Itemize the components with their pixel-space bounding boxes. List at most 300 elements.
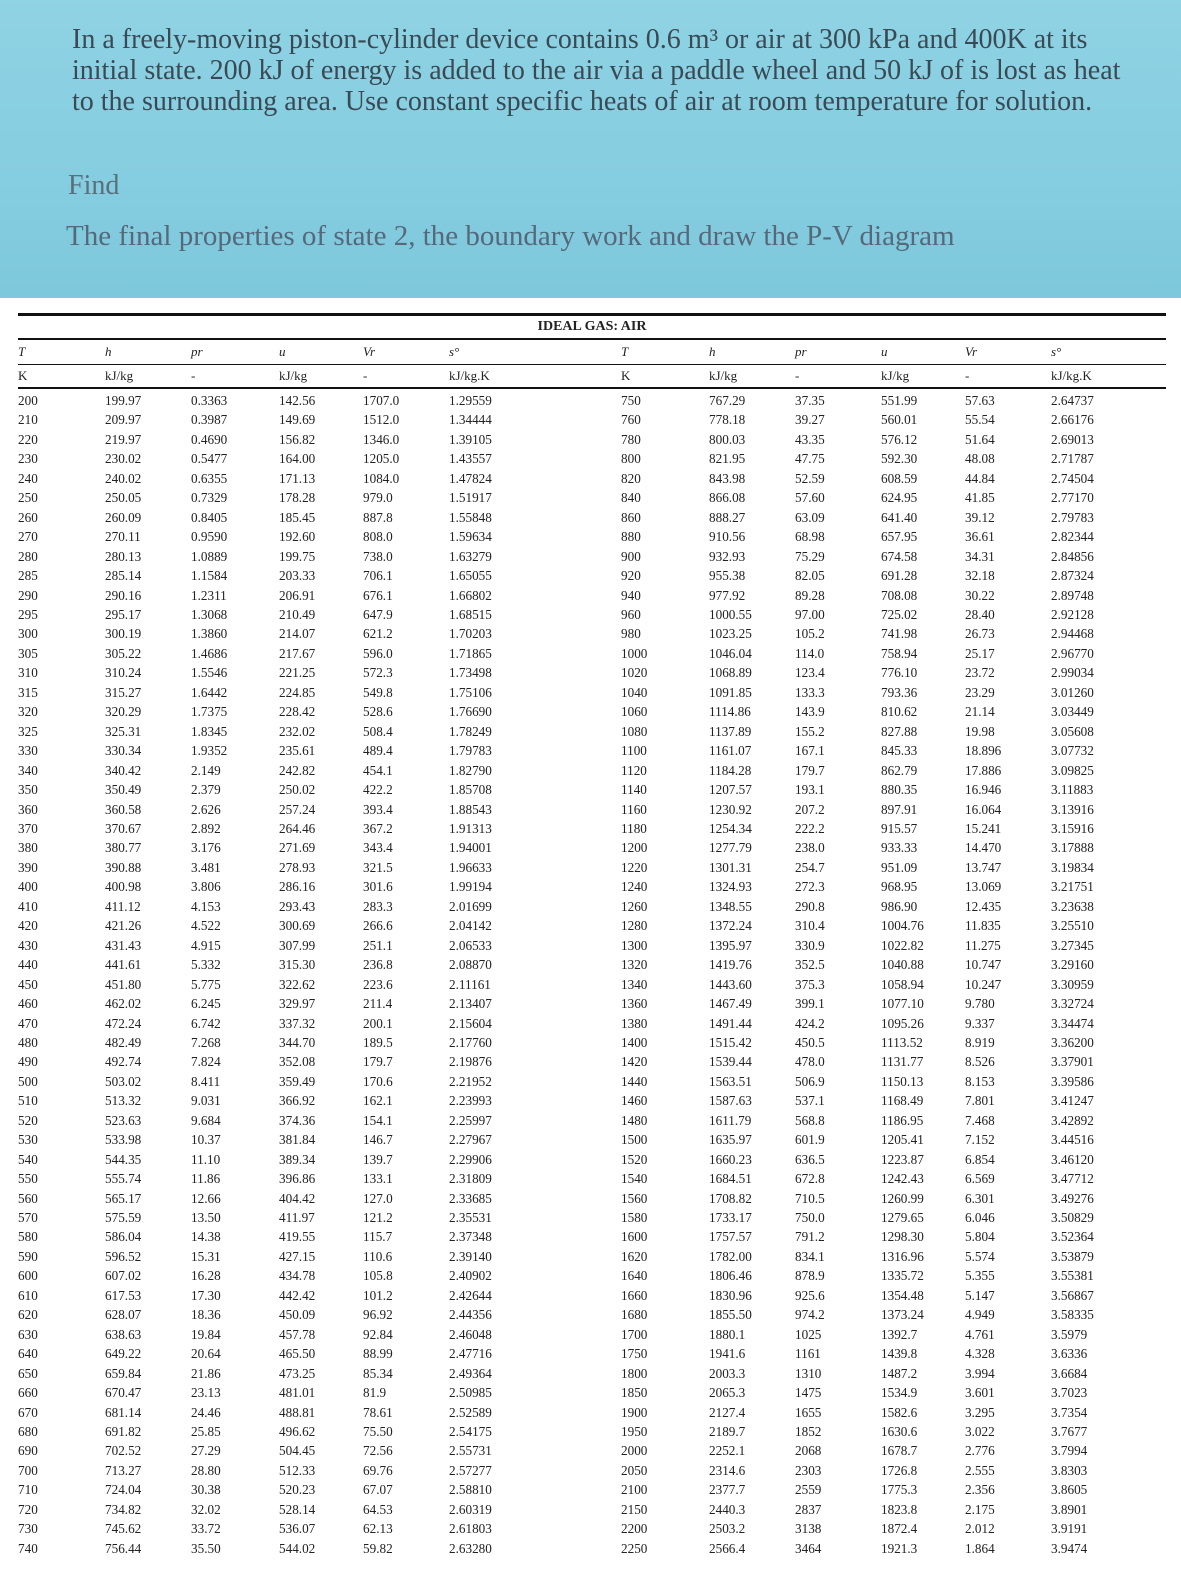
- table-cell: 9.684: [191, 1112, 221, 1128]
- table-cell: 64.53: [363, 1501, 393, 1517]
- table-cell: 1515.42: [709, 1034, 752, 1050]
- table-cell: 14.38: [191, 1229, 221, 1245]
- table-cell: 3.49276: [1051, 1190, 1094, 1206]
- table-cell: 713.27: [105, 1462, 142, 1478]
- table-cell: 199.97: [105, 393, 142, 408]
- table-cell: 1872.4: [881, 1521, 918, 1537]
- table-cell: 5.332: [191, 957, 221, 973]
- table-cell: 800.03: [709, 431, 746, 447]
- table-cell: 2100: [621, 1482, 648, 1498]
- table-cell: 1.6442: [191, 684, 228, 700]
- table-cell: 301.6: [363, 879, 393, 895]
- table-cell: 925.6: [795, 1287, 825, 1303]
- table-cell: 791.2: [795, 1229, 825, 1245]
- table-cell: 1046.04: [709, 645, 752, 661]
- table-cell: 1324.93: [709, 879, 752, 895]
- table-cell: 2.13407: [449, 996, 492, 1012]
- table-cell: 1160: [621, 801, 647, 817]
- table-cell: 1520: [621, 1151, 648, 1167]
- table-cell: 915.57: [881, 820, 918, 836]
- table-cell: 3.47712: [1051, 1171, 1094, 1187]
- table-cell: 3.7023: [1051, 1385, 1088, 1401]
- table-cell: 11.275: [965, 937, 1001, 953]
- table-row: [18, 683, 1166, 702]
- table-cell: 1.55848: [449, 509, 492, 525]
- table-cell: 750.0: [795, 1210, 825, 1226]
- table-row: [18, 1286, 1166, 1305]
- table-cell: 1.51917: [449, 490, 492, 506]
- table-cell: 28.80: [191, 1462, 221, 1478]
- table-cell: 6.301: [965, 1190, 995, 1206]
- table-cell: 2.94468: [1051, 626, 1094, 642]
- table-cell: 551.99: [881, 393, 918, 408]
- table-row: [18, 1033, 1166, 1052]
- table-cell: 1320: [621, 957, 648, 973]
- table-cell: 1.47824: [449, 470, 492, 486]
- table-cell: 330.34: [105, 743, 142, 759]
- table-cell: 776.10: [881, 665, 918, 681]
- table-cell: 305.22: [105, 645, 142, 661]
- table-cell: 36.61: [965, 529, 995, 545]
- table-cell: 1000: [621, 645, 648, 661]
- column-unit: K: [621, 365, 709, 389]
- table-cell: 1.39105: [449, 431, 492, 447]
- table-cell: 3.7994: [1051, 1443, 1088, 1459]
- table-cell: 1280: [621, 918, 648, 934]
- table-cell: 778.18: [709, 412, 746, 428]
- column-symbol: h: [709, 340, 795, 365]
- table-cell: 27.29: [191, 1443, 221, 1459]
- table-cell: 1205.41: [881, 1132, 924, 1148]
- table-cell: 375.3: [795, 976, 825, 992]
- table-cell: 620: [18, 1307, 38, 1323]
- table-cell: 1.43557: [449, 451, 492, 467]
- table-cell: 2.87324: [1051, 568, 1094, 584]
- table-cell: 1100: [621, 743, 647, 759]
- table-cell: 460: [18, 996, 38, 1012]
- table-cell: 1.864: [965, 1540, 995, 1556]
- table-cell: 200: [18, 393, 38, 408]
- table-cell: 3.022: [965, 1424, 995, 1440]
- table-cell: 400.98: [105, 879, 142, 895]
- table-cell: 3.50829: [1051, 1210, 1094, 1226]
- table-cell: 1023.25: [709, 626, 752, 642]
- table-cell: 565.17: [105, 1190, 142, 1206]
- table-cell: 810.62: [881, 704, 918, 720]
- table-cell: 2.11161: [449, 976, 491, 992]
- table-cell: 549.8: [363, 684, 393, 700]
- table-cell: 1242.43: [881, 1171, 924, 1187]
- table-row: [18, 1208, 1166, 1227]
- table-cell: 450: [18, 976, 38, 992]
- table-cell: 710.5: [795, 1190, 825, 1206]
- table-row: [18, 488, 1166, 507]
- table-cell: 206.91: [279, 587, 316, 603]
- table-cell: 300.19: [105, 626, 142, 642]
- table-cell: 34.31: [965, 548, 995, 564]
- table-row: [18, 1014, 1166, 1033]
- table-cell: 3.58335: [1051, 1307, 1094, 1323]
- table-cell: 878.9: [795, 1268, 825, 1284]
- table-cell: 1.4686: [191, 645, 228, 661]
- table-cell: 2.84856: [1051, 548, 1094, 564]
- unit-header-row: [18, 365, 1166, 389]
- table-cell: 1335.72: [881, 1268, 924, 1284]
- table-cell: 3.42892: [1051, 1112, 1094, 1128]
- table-cell: 708.08: [881, 587, 918, 603]
- table-cell: 14.470: [965, 840, 1002, 856]
- table-cell: 367.2: [363, 820, 393, 836]
- column-unit: -: [191, 365, 279, 389]
- table-cell: 1200: [621, 840, 648, 856]
- table-row: [18, 1130, 1166, 1149]
- table-cell: 1.66802: [449, 587, 492, 603]
- table-cell: 285.14: [105, 568, 142, 584]
- table-cell: 1707.0: [363, 393, 400, 408]
- table-cell: 232.02: [279, 723, 316, 739]
- ideal-gas-air-table: [18, 313, 1166, 1558]
- table-cell: 500: [18, 1073, 38, 1089]
- table-cell: 932.93: [709, 548, 746, 564]
- table-cell: 230.02: [105, 451, 142, 467]
- table-cell: 1.63279: [449, 548, 492, 564]
- table-cell: 760: [621, 412, 641, 428]
- table-cell: 13.069: [965, 879, 1002, 895]
- table-cell: 69.76: [363, 1462, 393, 1478]
- table-cell: 2440.3: [709, 1501, 746, 1517]
- table-cell: 250.02: [279, 782, 316, 798]
- table-cell: 520.23: [279, 1482, 316, 1498]
- table-cell: 3.13916: [1051, 801, 1094, 817]
- table-cell: 482.49: [105, 1034, 142, 1050]
- table-cell: 290.16: [105, 587, 142, 603]
- table-cell: 2.15604: [449, 1015, 492, 1031]
- table-cell: 555.74: [105, 1171, 142, 1187]
- table-cell: 503.02: [105, 1073, 142, 1089]
- table-cell: 980: [621, 626, 641, 642]
- table-cell: 15.241: [965, 820, 1002, 836]
- table-cell: 1095.26: [881, 1015, 924, 1031]
- table-row: [18, 1539, 1166, 1558]
- table-cell: 162.1: [363, 1093, 393, 1109]
- table-cell: 2.356: [965, 1482, 995, 1498]
- table-cell: 1168.49: [881, 1093, 924, 1109]
- table-cell: 649.22: [105, 1346, 142, 1362]
- table-cell: 75.29: [795, 548, 825, 564]
- table-cell: 1534.9: [881, 1385, 918, 1401]
- table-cell: 221.25: [279, 665, 316, 681]
- table-cell: 8.153: [965, 1073, 995, 1089]
- table-cell: 5.775: [191, 976, 221, 992]
- table-cell: 156.82: [279, 431, 316, 447]
- table-cell: 3.994: [965, 1365, 995, 1381]
- table-row: [18, 1266, 1166, 1285]
- table-cell: 601.9: [795, 1132, 825, 1148]
- table-cell: 2.47716: [449, 1346, 492, 1362]
- table-cell: 860: [621, 509, 641, 525]
- table-cell: 1354.48: [881, 1287, 924, 1303]
- table-cell: 307.99: [279, 937, 316, 953]
- table-row: [18, 1519, 1166, 1538]
- table-cell: 638.63: [105, 1326, 142, 1342]
- table-cell: 1372.24: [709, 918, 752, 934]
- table-cell: 271.69: [279, 840, 316, 856]
- table-cell: 457.78: [279, 1326, 316, 1342]
- table-cell: 78.61: [363, 1404, 393, 1420]
- table-cell: 25.17: [965, 645, 995, 661]
- table-cell: 110.6: [363, 1248, 393, 1264]
- table-cell: 750: [621, 393, 641, 408]
- table-cell: 1950: [621, 1424, 648, 1440]
- table-cell: 528.14: [279, 1501, 316, 1517]
- column-symbol: u: [881, 340, 965, 365]
- table-row: [18, 936, 1166, 955]
- table-cell: 920: [621, 568, 641, 584]
- table-cell: 1439.8: [881, 1346, 918, 1362]
- table-cell: 2.40902: [449, 1268, 492, 1284]
- table-cell: 676.1: [363, 587, 393, 603]
- table-cell: 295.17: [105, 606, 142, 622]
- table-cell: 39.12: [965, 509, 995, 525]
- table-row: [18, 1441, 1166, 1460]
- table-cell: 2.35531: [449, 1210, 492, 1226]
- table-cell: 257.24: [279, 801, 316, 817]
- table-row: [18, 877, 1166, 896]
- table-cell: 1298.30: [881, 1229, 924, 1245]
- table-cell: 820: [621, 470, 641, 486]
- table-cell: 43.35: [795, 431, 825, 447]
- table-cell: 340: [18, 762, 38, 778]
- table-cell: 16.064: [965, 801, 1002, 817]
- table-cell: 897.91: [881, 801, 918, 817]
- table-cell: 955.38: [709, 568, 746, 584]
- column-unit: kJ/kg: [279, 365, 363, 389]
- table-cell: 3.52364: [1051, 1229, 1094, 1245]
- table-row: [18, 1072, 1166, 1091]
- table-cell: 1207.57: [709, 782, 752, 798]
- table-cell: 1580: [621, 1210, 648, 1226]
- table-cell: 315.27: [105, 684, 142, 700]
- table-cell: 2559: [795, 1482, 822, 1498]
- table-cell: 533.98: [105, 1132, 142, 1148]
- table-cell: 39.27: [795, 412, 825, 428]
- table-cell: 2.66176: [1051, 412, 1094, 428]
- table-cell: 32.02: [191, 1501, 221, 1517]
- table-cell: 1.96633: [449, 859, 492, 875]
- table-cell: 139.7: [363, 1151, 393, 1167]
- table-cell: 2.71787: [1051, 451, 1094, 467]
- table-cell: 767.29: [709, 393, 746, 408]
- table-cell: 142.56: [279, 393, 316, 408]
- table-cell: 1150.13: [881, 1073, 924, 1089]
- table-cell: 7.468: [965, 1112, 995, 1128]
- table-cell: 3.9191: [1051, 1521, 1088, 1537]
- table-cell: 9.780: [965, 996, 995, 1012]
- table-cell: 1420: [621, 1054, 648, 1070]
- table-cell: 67.07: [363, 1482, 393, 1498]
- table-cell: 570: [18, 1210, 38, 1226]
- table-cell: 266.6: [363, 918, 393, 934]
- table-cell: 360.58: [105, 801, 142, 817]
- table-cell: 2.27967: [449, 1132, 492, 1148]
- table-cell: 3.7677: [1051, 1424, 1088, 1440]
- table-cell: 2189.7: [709, 1424, 746, 1440]
- table-cell: 1260.99: [881, 1190, 924, 1206]
- table-cell: 690: [18, 1443, 38, 1459]
- table-cell: 7.801: [965, 1093, 995, 1109]
- table-cell: 30.38: [191, 1482, 221, 1498]
- table-cell: 3.55381: [1051, 1268, 1094, 1284]
- table-cell: 1400: [621, 1034, 648, 1050]
- table-cell: 352.08: [279, 1054, 316, 1070]
- table-cell: 2.44356: [449, 1307, 492, 1323]
- table-cell: 1080: [621, 723, 648, 739]
- table-cell: 1700: [621, 1326, 648, 1342]
- table-cell: 2.99034: [1051, 665, 1094, 681]
- table-cell: 5.804: [965, 1229, 995, 1245]
- table-cell: 537.1: [795, 1093, 825, 1109]
- table-cell: 21.14: [965, 704, 995, 720]
- table-cell: 2.012: [965, 1521, 995, 1537]
- table-cell: 127.0: [363, 1190, 393, 1206]
- table-cell: 730: [18, 1521, 38, 1537]
- table-cell: 1.82790: [449, 762, 492, 778]
- table-cell: 2.60319: [449, 1501, 492, 1517]
- table-cell: 250.05: [105, 490, 142, 506]
- table-cell: 217.67: [279, 645, 316, 661]
- table-cell: 1068.89: [709, 665, 752, 681]
- table-cell: 179.7: [795, 762, 825, 778]
- table-cell: 3.6336: [1051, 1346, 1088, 1362]
- table-cell: 2.54175: [449, 1424, 492, 1440]
- table-cell: 315: [18, 684, 38, 700]
- table-cell: 544.02: [279, 1540, 316, 1556]
- table-cell: 480: [18, 1034, 38, 1050]
- table-cell: 630: [18, 1326, 38, 1342]
- table-cell: 821.95: [709, 451, 746, 467]
- table-cell: 2377.7: [709, 1482, 746, 1498]
- table-cell: 0.7329: [191, 490, 228, 506]
- table-row: [18, 1403, 1166, 1422]
- table-cell: 2.175: [965, 1501, 995, 1517]
- table-row: [18, 741, 1166, 760]
- table-cell: 1750: [621, 1346, 648, 1362]
- table-cell: 960: [621, 606, 641, 622]
- table-title: IDEAL GAS: AIR: [18, 316, 1166, 340]
- table-cell: 2.892: [191, 820, 221, 836]
- table-cell: 6.742: [191, 1015, 221, 1031]
- column-unit: K: [18, 365, 105, 389]
- table-cell: 26.73: [965, 626, 995, 642]
- table-cell: 51.64: [965, 431, 995, 447]
- table-cell: 325: [18, 723, 38, 739]
- table-cell: 741.98: [881, 626, 918, 642]
- table-cell: 1277.79: [709, 840, 752, 856]
- table-cell: 568.8: [795, 1112, 825, 1128]
- table-cell: 2.06533: [449, 937, 492, 953]
- table-cell: 6.245: [191, 996, 221, 1012]
- table-cell: 44.84: [965, 470, 995, 486]
- table-cell: 280.13: [105, 548, 142, 564]
- table-cell: 3.8605: [1051, 1482, 1088, 1498]
- table-cell: 462.02: [105, 996, 142, 1012]
- table-row: [18, 800, 1166, 819]
- table-cell: 133.3: [795, 684, 825, 700]
- table-cell: 465.50: [279, 1346, 316, 1362]
- table-cell: 3.37901: [1051, 1054, 1094, 1070]
- table-cell: 1137.89: [709, 723, 752, 739]
- table-cell: 1806.46: [709, 1268, 752, 1284]
- table-cell: 617.53: [105, 1287, 142, 1303]
- table-cell: 41.85: [965, 490, 995, 506]
- table-cell: 2.74504: [1051, 470, 1094, 486]
- table-cell: 1205.0: [363, 451, 400, 467]
- table-cell: 492.74: [105, 1054, 142, 1070]
- table-cell: 399.1: [795, 996, 825, 1012]
- table-cell: 490: [18, 1054, 38, 1070]
- table-cell: 11.10: [191, 1151, 221, 1167]
- table-cell: 251.1: [363, 937, 393, 953]
- table-cell: 242.82: [279, 762, 316, 778]
- table-cell: 1.2311: [191, 587, 227, 603]
- table-cell: 2.04142: [449, 918, 492, 934]
- table-cell: 5.355: [965, 1268, 995, 1284]
- table-cell: 6.569: [965, 1171, 995, 1187]
- table-cell: 421.26: [105, 918, 142, 934]
- table-cell: 430: [18, 937, 38, 953]
- table-cell: 1475: [795, 1385, 822, 1401]
- table-cell: 1360: [621, 996, 648, 1012]
- table-cell: 114.0: [795, 645, 825, 661]
- table-cell: 827.88: [881, 723, 918, 739]
- table-cell: 3.36200: [1051, 1034, 1094, 1050]
- table-cell: 300: [18, 626, 38, 642]
- table-cell: 880: [621, 529, 641, 545]
- table-cell: 4.761: [965, 1326, 995, 1342]
- table-cell: 2.42644: [449, 1287, 492, 1303]
- table-cell: 30.22: [965, 587, 995, 603]
- table-cell: 504.45: [279, 1443, 316, 1459]
- table-cell: 89.28: [795, 587, 825, 603]
- table-row: [18, 624, 1166, 643]
- table-cell: 2.19876: [449, 1054, 492, 1070]
- table-cell: 2.29906: [449, 1151, 492, 1167]
- table-cell: 1.0889: [191, 548, 228, 564]
- column-symbol: T: [621, 340, 709, 365]
- table-cell: 2.50985: [449, 1385, 492, 1401]
- table-cell: 845.33: [881, 743, 918, 759]
- table-cell: 1380: [621, 1015, 648, 1031]
- table-cell: 3.56867: [1051, 1287, 1094, 1303]
- table-cell: 2.379: [191, 782, 221, 798]
- table-cell: 758.94: [881, 645, 918, 661]
- table-cell: 840: [621, 490, 641, 506]
- table-cell: 82.05: [795, 568, 825, 584]
- table-row: [18, 1052, 1166, 1071]
- table-cell: 2.79783: [1051, 509, 1094, 525]
- table-cell: 5.147: [965, 1287, 995, 1303]
- column-unit: -: [795, 365, 881, 389]
- table-cell: 888.27: [709, 509, 746, 525]
- table-cell: 1757.57: [709, 1229, 752, 1245]
- table-cell: 530: [18, 1132, 38, 1148]
- table-cell: 81.9: [363, 1385, 387, 1401]
- table-cell: 4.949: [965, 1307, 995, 1323]
- table-cell: 3.01260: [1051, 684, 1094, 700]
- table-cell: 1775.3: [881, 1482, 918, 1498]
- table-cell: 670: [18, 1404, 38, 1420]
- table-cell: 1640: [621, 1268, 648, 1284]
